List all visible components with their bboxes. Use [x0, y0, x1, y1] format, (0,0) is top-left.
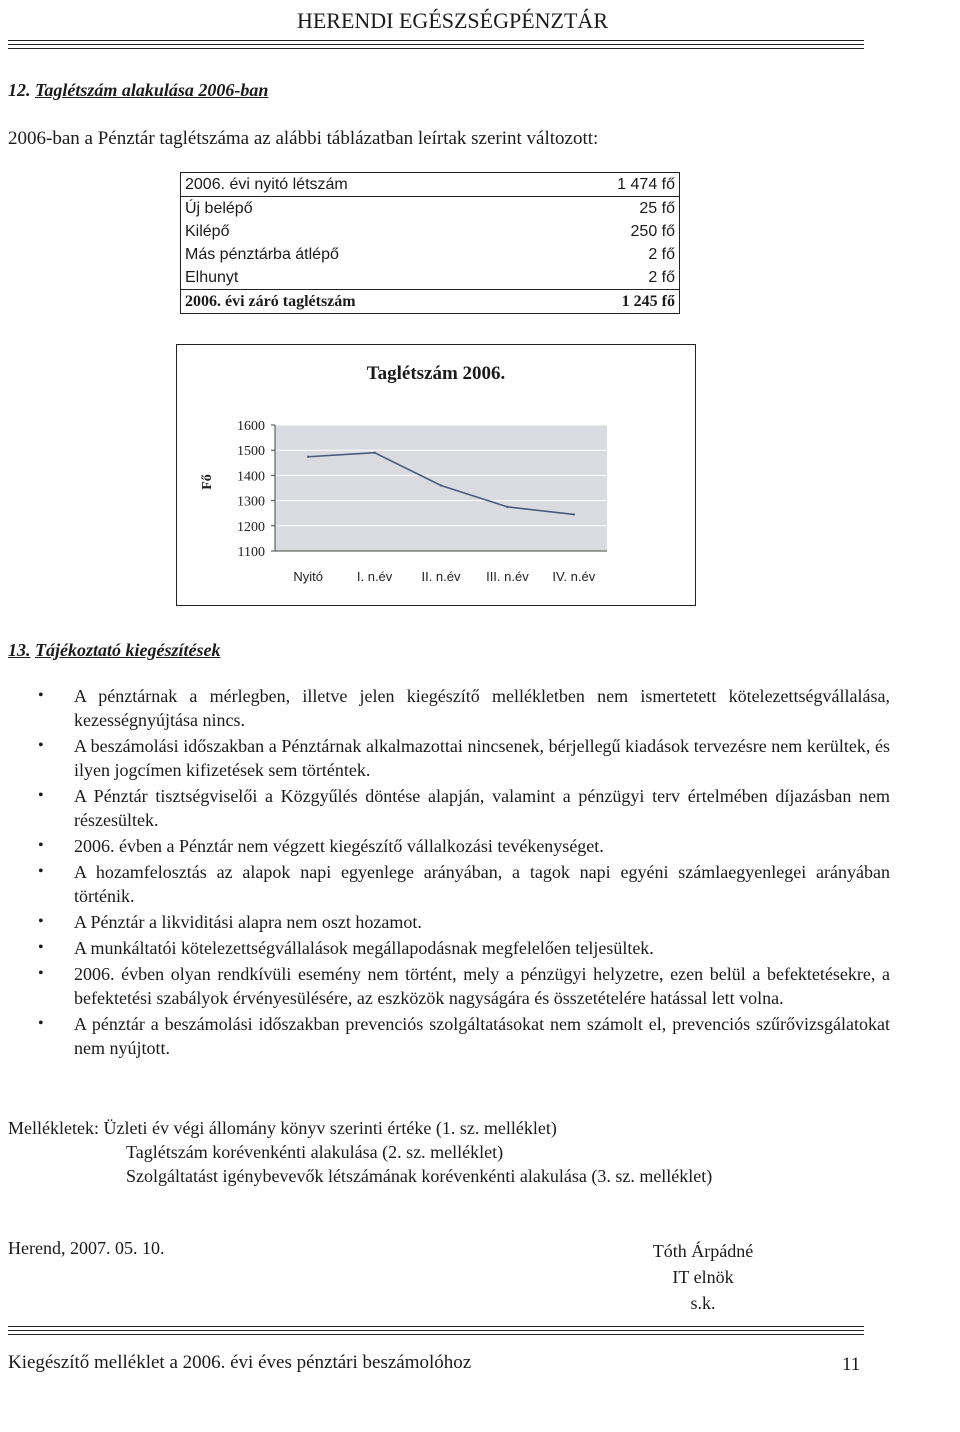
signer-role: IT elnök	[672, 1267, 734, 1287]
signature-note: s.k.	[690, 1293, 716, 1313]
x-tick-label: II. n.év	[421, 569, 461, 584]
section-12-heading	[8, 80, 268, 101]
data-point	[440, 484, 442, 486]
y-axis-label: Fő	[200, 474, 215, 490]
section-13-title: Tájékoztató kiegészítések	[35, 640, 221, 660]
section-12-number: 12.	[8, 80, 31, 100]
list-item: • 2006. évben olyan rendkívüli esemény nem történt, mely a pénzügyi helyzetre, ezen belül a befektetésekre, a befektetési szabályok érvényesülésére, az eszközök nagyságára és összetételére hatással lett volna.	[32, 962, 890, 1010]
plot-area	[275, 425, 607, 551]
row-label: 2006. évi nyitó létszám	[181, 173, 545, 197]
header-rule-2	[8, 44, 864, 45]
list-item: • A munkáltatói kötelezettségvállalások megállapodásnak megfelelően teljesültek.	[32, 936, 890, 960]
header-rule-1	[8, 40, 864, 41]
y-tick-label: 1600	[237, 419, 265, 434]
total-value: 1 245 fő	[545, 290, 680, 314]
list-item: • A Pénztár tisztségviselői a Közgyűlés döntése alapján, valamint a pénzügyi terv értelmében díjazásban nem részesültek.	[32, 784, 890, 832]
chart-canvas	[177, 345, 695, 605]
annex-row	[8, 1116, 712, 1140]
annex-item: Taglétszám korévenkénti alakulása (2. sz. melléklet)	[126, 1142, 504, 1162]
total-label: 2006. évi záró taglétszám	[181, 290, 545, 314]
footer-rule-3	[8, 1334, 864, 1335]
membership-chart	[176, 344, 696, 606]
list-item: • A hozamfelosztás az alapok napi egyenlege arányában, a tagok napi egyéni számlaegyenlegei arányában történik.	[32, 860, 890, 908]
list-item: • A pénztár a beszámolási időszakban prevenciós szolgáltatásokat nem számolt el, prevenciós szűrővizsgálatokat nem nyújtott.	[32, 1012, 890, 1060]
data-point	[573, 513, 575, 515]
x-tick-label: I. n.év	[356, 569, 393, 584]
list-item: • 2006. évben a Pénztár nem végzett kiegészítő vállalkozási tevékenységet.	[32, 834, 890, 858]
data-point	[506, 506, 508, 508]
x-tick-label: III. n.év	[486, 569, 529, 584]
table-row	[181, 173, 680, 197]
row-label: Más pénztárba átlépő	[185, 246, 339, 263]
row-value: 250 fő	[630, 223, 675, 240]
row-label: Elhunyt	[185, 269, 239, 286]
page-number: 11	[842, 1354, 861, 1375]
y-tick-label: 1100	[237, 545, 265, 560]
y-tick-label: 1500	[237, 444, 265, 460]
data-point	[373, 452, 375, 454]
table-row	[181, 220, 680, 243]
footer-text: Kiegészítő melléklet a 2006. évi éves pénztári beszámolóhoz	[8, 1352, 472, 1373]
annex-item: Üzleti év végi állomány könyv szerinti értéke (1. sz. melléklet)	[103, 1118, 557, 1138]
x-tick-label: IV. n.év	[552, 569, 596, 584]
list-item: • A pénztárnak a mérlegben, illetve jelen kiegészítő mellékletben nem ismertetett kötelezettségvállalása, kezességnyújtása nincs.	[32, 684, 890, 732]
row-label: Új belépő	[185, 200, 253, 217]
y-tick-label: 1200	[237, 519, 265, 535]
table-total-row	[181, 290, 680, 314]
footer-rule-2	[8, 1330, 864, 1331]
x-tick-label: Nyitó	[293, 569, 324, 584]
annexes-label: Mellékletek:	[8, 1118, 99, 1138]
place-date: Herend, 2007. 05. 10.	[8, 1238, 165, 1258]
y-tick-label: 1300	[237, 494, 265, 510]
annexes	[8, 1116, 712, 1188]
header-rule-3	[8, 48, 864, 49]
section-13-number: 13.	[8, 640, 31, 660]
notes-list	[32, 684, 890, 1062]
section-12-title: Taglétszám alakulása 2006-ban	[35, 80, 269, 100]
signer-name: Tóth Árpádné	[652, 1241, 754, 1261]
row-value: 1 474 fő	[545, 173, 680, 197]
data-point	[307, 456, 309, 458]
row-value: 2 fő	[648, 269, 675, 286]
annex-item: Szolgáltatást igénybevevők létszámának korévenkénti alakulása (3. sz. melléklet)	[126, 1166, 713, 1186]
table-row	[181, 197, 680, 221]
list-item: • A beszámolási időszakban a Pénztárnak alkalmazottai nincsenek, bérjellegű kiadások tervezésre nem kerültek, és ilyen jogcímen kifizetések sem történtek.	[32, 734, 890, 782]
chart-title: Taglétszám 2006.	[366, 363, 506, 384]
y-tick-label: 1400	[237, 469, 265, 485]
signature-block	[640, 1238, 766, 1316]
table-row	[181, 266, 680, 290]
document-header-title: HERENDI EGÉSZSÉGPÉNZTÁR	[296, 8, 608, 33]
membership-table	[180, 172, 680, 314]
row-label: Kilépő	[185, 223, 230, 240]
row-value: 2 fő	[648, 246, 675, 263]
footer-rule-1	[8, 1326, 864, 1327]
table-row	[181, 243, 680, 266]
section-13-heading	[8, 640, 220, 661]
list-item: • A Pénztár a likviditási alapra nem oszt hozamot.	[32, 910, 890, 934]
section-12-intro: 2006-ban a Pénztár taglétszáma az alábbi táblázatban leírtak szerint változott:	[8, 128, 599, 149]
row-value: 25 fő	[639, 200, 675, 217]
